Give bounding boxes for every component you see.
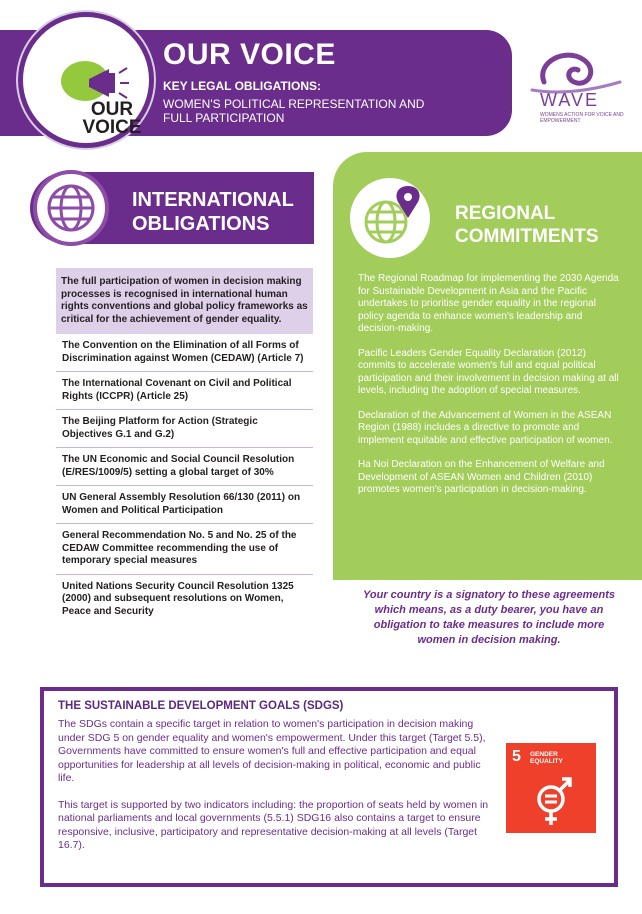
regional-paragraph: Declaration of the Advancement of Women in the ASEAN Region (1988) includes a directive to promote and implement equitable and effective participation of women. [358, 409, 613, 446]
sdg-title: THE SUSTAINABLE DEVELOPMENT GOALS (SDGS) [58, 700, 344, 712]
sdg-text [58, 718, 498, 866]
regional-body [358, 273, 620, 509]
globe-location-icon [350, 178, 430, 258]
gender-equality-icon [506, 743, 596, 833]
globe-icon [37, 174, 105, 242]
regional-paragraph: Pacific Leaders Gender Equality Declaration (2012) commits to accelerate women's full and equal political participation and their involvement in decision making at all levels, including the adoption of special measures. [358, 347, 619, 396]
list-item: The International Covenant on Civil and Political Rights (ICCPR) (Article 25) [56, 372, 313, 410]
wave-name: WAVE [540, 90, 600, 110]
international-intro: The full participation of women in decision making processes is recognised in international human rights conventions and global policy frameworks as critical for the achievement of gender equality. [56, 268, 313, 334]
international-title [132, 188, 302, 236]
list-item: UN General Assembly Resolution 66/130 (2011) on Women and Political Participation [56, 486, 313, 524]
sdg-paragraph: This target is supported by two indicators including: the proportion of seats held by women in national parliaments and local governments (5.5.1) SDG16 also contains a target to ensure responsive, inclusive, participatory and representative decision-making at all levels (Target 16.7). [58, 798, 489, 851]
regional-paragraph: Ha Noi Declaration on the Enhancement of Welfare and Development of ASEAN Women and Children (2010) promotes women's participation in decision-making. [358, 459, 605, 495]
signatory-note: Your country is a signatory to these agreements which means, as a duty bearer, you have an obligation to take measures to include more women in decision making. [362, 589, 616, 646]
page-subtitle-2: WOMEN'S POLITICAL REPRESENTATION AND FULL PARTICIPATION [163, 97, 425, 125]
list-item: The Convention on the Elimination of all Forms of Discrimination against Women (CEDAW) (Article 7) [56, 334, 313, 372]
wave-tagline: WOMENS ACTION FOR VOICE AND EMPOWERMENT [540, 112, 624, 124]
international-list [56, 334, 313, 624]
regional-icon-circle [350, 178, 430, 258]
megaphone-icon [85, 65, 135, 101]
page-subtitle: KEY LEGAL OBLIGATIONS: [163, 79, 322, 93]
international-title-text: INTERNATIONAL OBLIGATIONS [132, 189, 294, 235]
sdg-paragraph: The SDGs contain a specific target in relation to women's participation in decision making under SDG 5 on gender equality and women's empowerment. Under this target (Target 5.5), Governments have committed to ensure women's full and effective participation and equal opportunities for leadership at all levels of decision-making in political, economic and public life. [58, 718, 486, 784]
regional-title-text: REGIONAL COMMITMENTS [455, 203, 599, 247]
list-item: United Nations Security Council Resolution 1325 (2000) and subsequent resolutions on Women, Peace and Security [62, 580, 294, 617]
regional-paragraph: The Regional Roadmap for implementing the 2030 Agenda for Sustainable Development in Asia and the Pacific undertakes to prioritise gender equality in the regional policy agenda to enhance women's leadership and decision-making. [358, 273, 619, 334]
sdg-tile-label-text: GENDER EQUALITY [530, 751, 563, 765]
logo-text: OUR VOICE [82, 99, 142, 138]
list-item: The Beijing Platform for Action (Strategic Objectives G.1 and G.2) [56, 410, 313, 448]
list-item: General Recommendation No. 5 and No. 25 of the CEDAW Committee recommending the use of temporary special measures [56, 524, 313, 575]
our-voice-logo [18, 12, 154, 148]
page-title: OUR VOICE [163, 38, 336, 71]
international-icon-circle [33, 170, 109, 246]
list-item: The UN Economic and Social Council Resolution (E/RES/1009/5) setting a global target of 30% [56, 448, 313, 486]
regional-title [455, 202, 615, 248]
sdg-tile-number: 5 [512, 748, 521, 765]
sdg5-tile [506, 743, 596, 833]
